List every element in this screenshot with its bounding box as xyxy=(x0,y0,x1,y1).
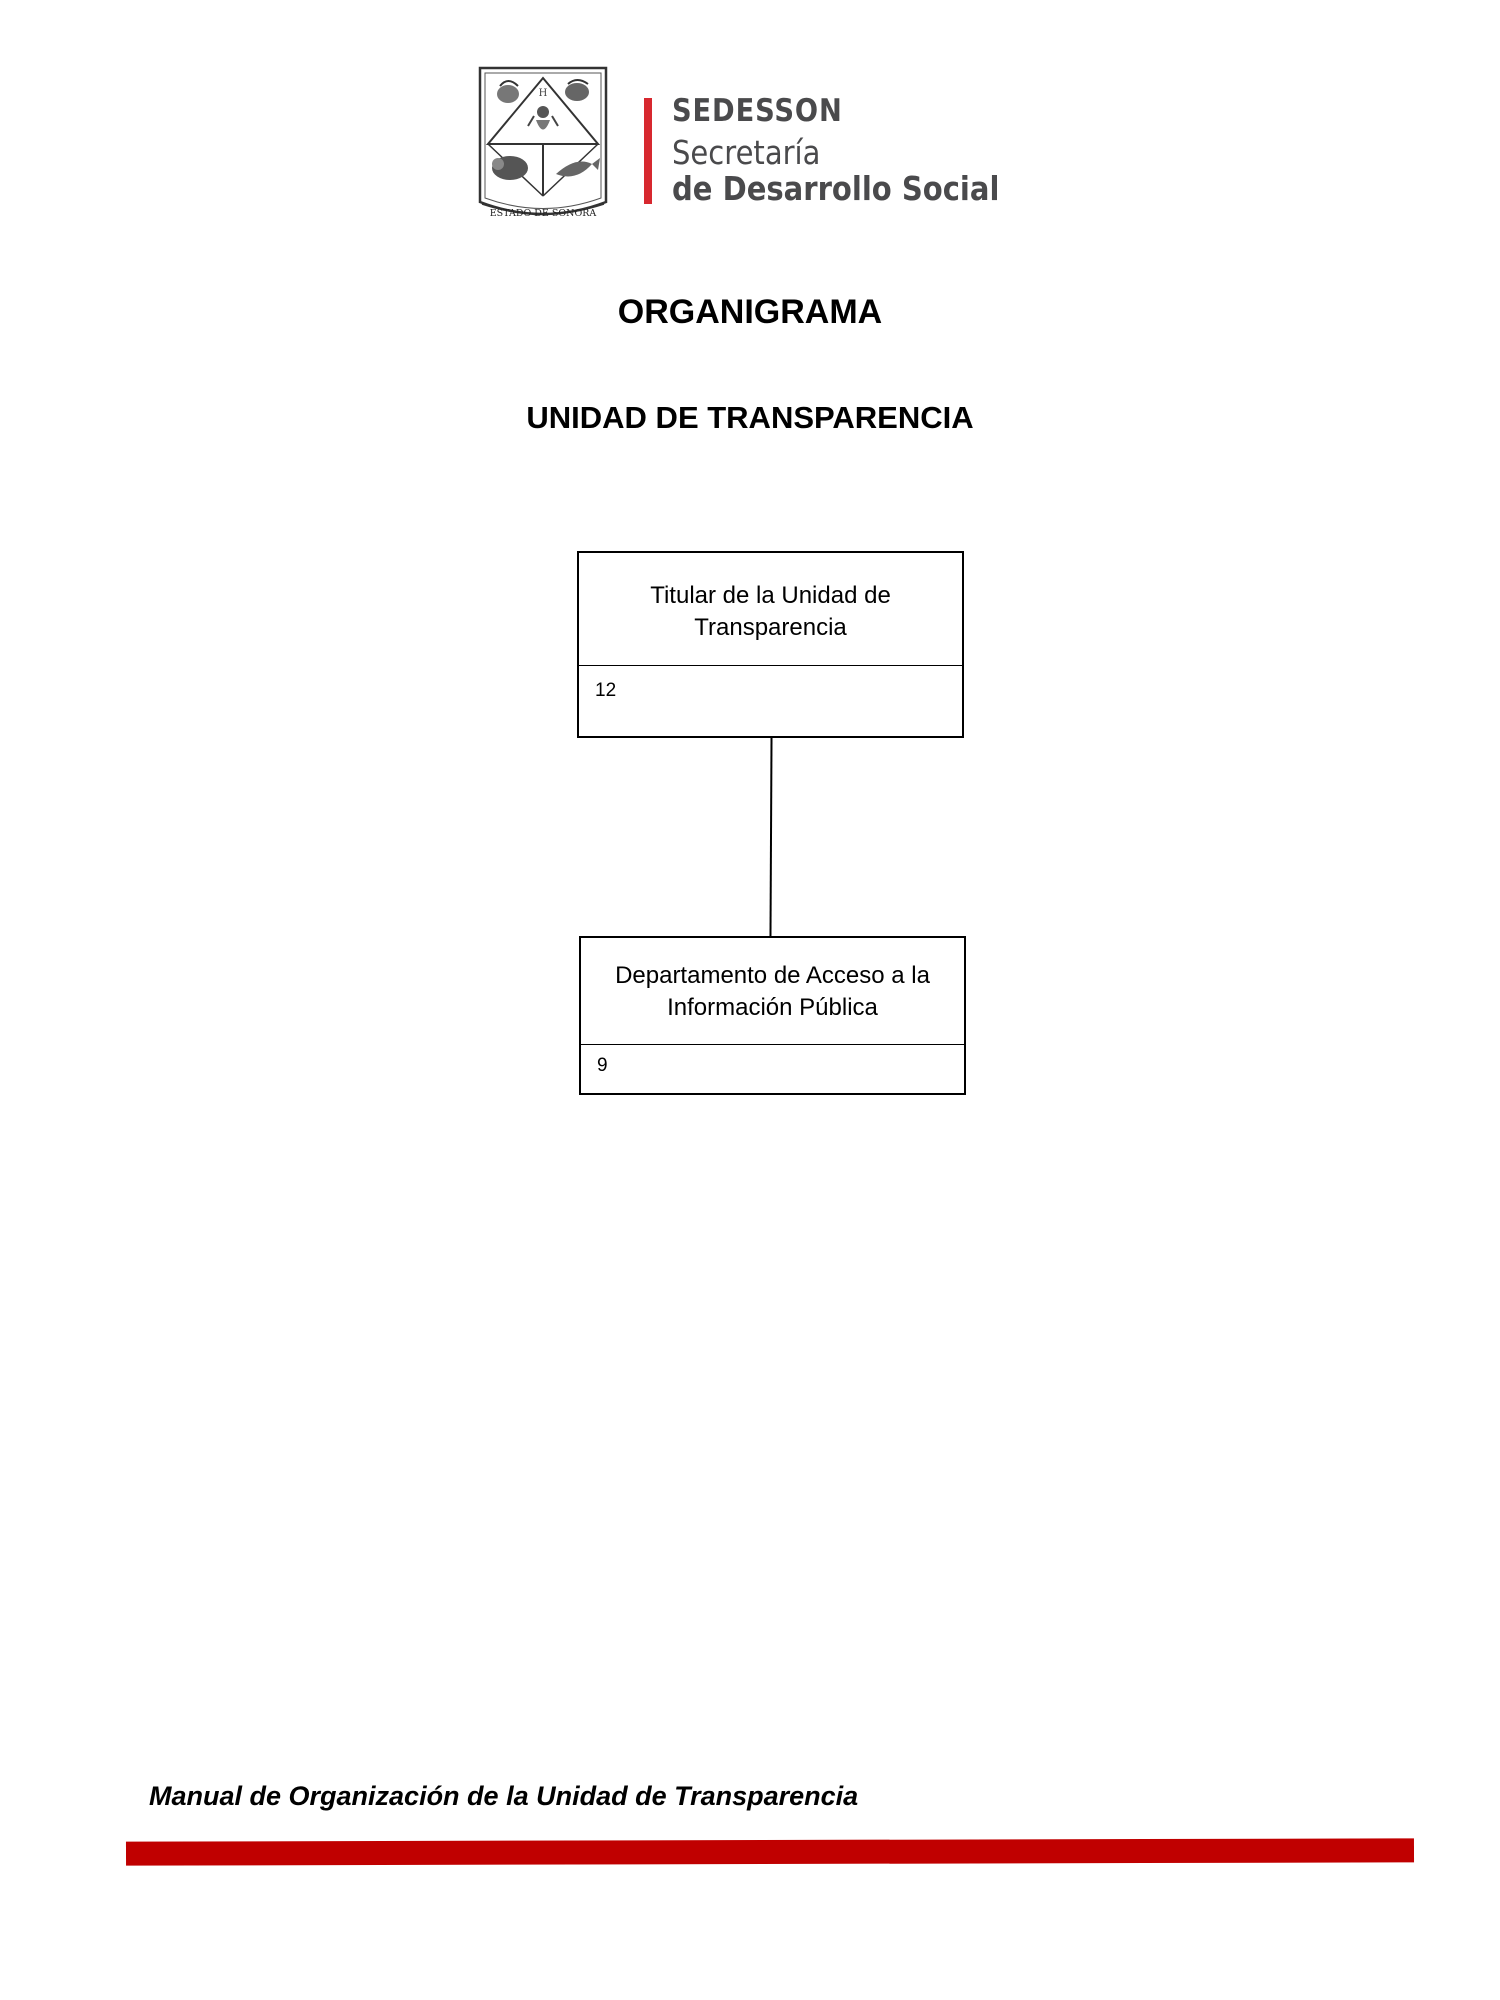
org-node-name: Titular de la Unidad de Transparencia xyxy=(579,553,962,666)
sedesson-logo xyxy=(672,93,1044,208)
page-title: ORGANIGRAMA xyxy=(617,293,883,331)
org-node-count: 12 xyxy=(595,680,617,701)
brand-acronym: SEDESSON xyxy=(672,93,843,129)
svg-text:H: H xyxy=(538,88,548,99)
org-node-count: 9 xyxy=(597,1055,608,1076)
brand-accent-bar xyxy=(644,98,652,204)
org-node-titular xyxy=(577,551,964,738)
brand-name-line2: de Desarrollo Social xyxy=(672,169,1000,208)
brand-name-line1: Secretaría xyxy=(672,133,821,172)
org-node-name: Departamento de Acceso a la Información Pública xyxy=(581,938,964,1045)
seal-caption: ESTADO DE SONORA xyxy=(489,208,597,219)
org-node-departamento xyxy=(579,936,966,1095)
estado-de-sonora-seal xyxy=(476,64,610,224)
footer-manual-title: Manual de Organización de la Unidad de Transparencia xyxy=(149,1781,859,1811)
footer-red-bar xyxy=(126,1838,1414,1865)
org-connector-line xyxy=(769,738,772,936)
page-subtitle: UNIDAD DE TRANSPARENCIA xyxy=(526,400,974,435)
